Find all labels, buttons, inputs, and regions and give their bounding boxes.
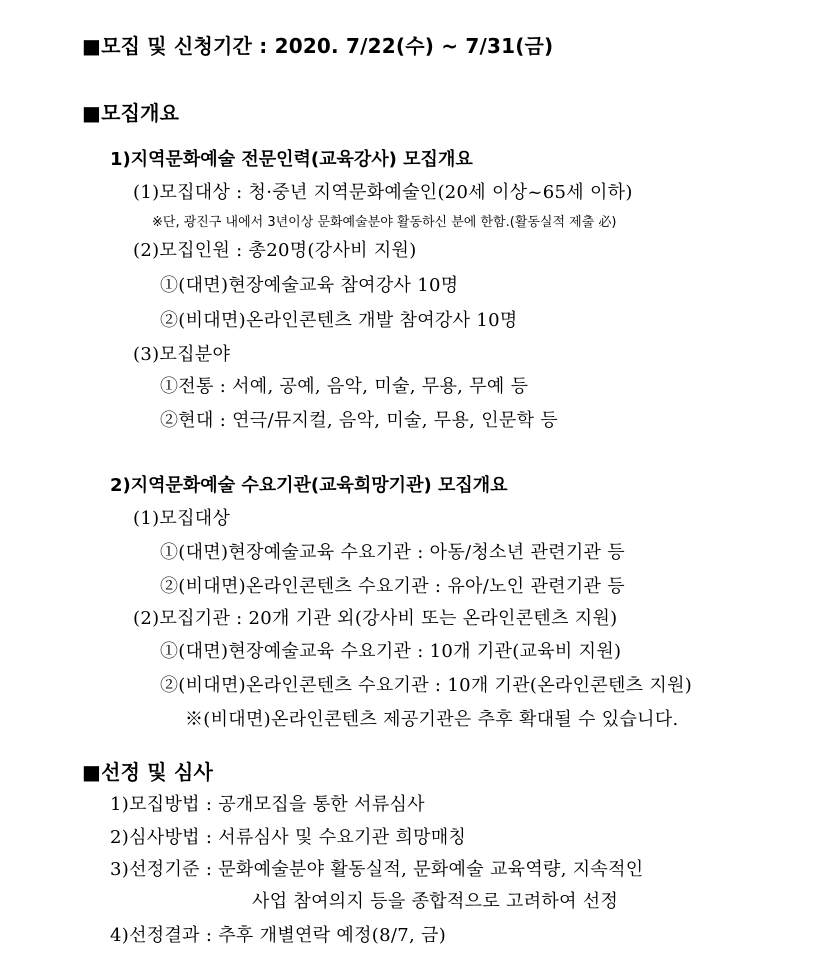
section2-org: (2)모집기관 : 20개 기관 외(강사비 또는 온라인콘텐츠 지원) [133,608,618,629]
selection-result: 4)선정결과 : 추후 개별연락 예정(8/7, 금) [110,925,447,946]
section2-target-item2: ②(비대면)온라인콘텐츠 수요기관 : 유아/노인 관련기관 등 [160,576,625,597]
selection-review: 2)심사방법 : 서류심사 및 수요기관 희망매칭 [110,827,467,848]
section1-title: 1)지역문화예술 전문인력(교육강사) 모집개요 [110,149,473,170]
section2-org-item1: ①(대면)현장예술교육 수요기관 : 10개 기관(교육비 지원) [160,641,622,662]
section1-field-item1: ①전통 : 서예, 공예, 음악, 미술, 무용, 무예 등 [160,376,529,397]
section1-count: (2)모집인원 : 총20명(강사비 지원) [133,240,417,261]
section2-org-item2: ②(비대면)온라인콘텐츠 수요기관 : 10개 기관(온라인콘텐츠 지원) [160,675,693,696]
recruitment-period-heading: ■모집 및 신청기간 : 2020. 7/22(수) ~ 7/31(금) [82,34,554,58]
section1-target: (1)모집대상 : 청·중년 지역문화예술인(20세 이상~65세 이하) [133,182,633,203]
section1-count-item1: ①(대면)현장예술교육 참여강사 10명 [160,275,459,296]
selection-heading: ■선정 및 심사 [82,760,214,784]
overview-heading: ■모집개요 [82,101,180,125]
section1-count-item2: ②(비대면)온라인콘텐츠 개발 참여강사 10명 [160,310,518,331]
section1-target-note: ※단, 광진구 내에서 3년이상 문화예술분야 활동하신 분에 한함.(활동실적 제출 必) [152,215,617,230]
selection-criteria-line1: 3)선정기준 : 문화예술분야 활동실적, 문화예술 교육역량, 지속적인 [110,859,644,880]
selection-method: 1)모집방법 : 공개모집을 통한 서류심사 [110,794,425,815]
section1-field: (3)모집분야 [133,344,231,365]
section2-title: 2)지역문화예술 수요기관(교육희망기관) 모집개요 [110,475,508,496]
section2-target-item1: ①(대면)현장예술교육 수요기관 : 아동/청소년 관련기관 등 [160,542,625,563]
section2-org-note: ※(비대면)온라인콘텐츠 제공기관은 추후 확대될 수 있습니다. [185,709,679,730]
section2-target: (1)모집대상 [133,508,231,529]
selection-criteria-line2: 사업 참여의지 등을 종합적으로 고려하여 선정 [252,891,619,912]
section1-field-item2: ②현대 : 연극/뮤지컬, 음악, 미술, 무용, 인문학 등 [160,410,558,431]
